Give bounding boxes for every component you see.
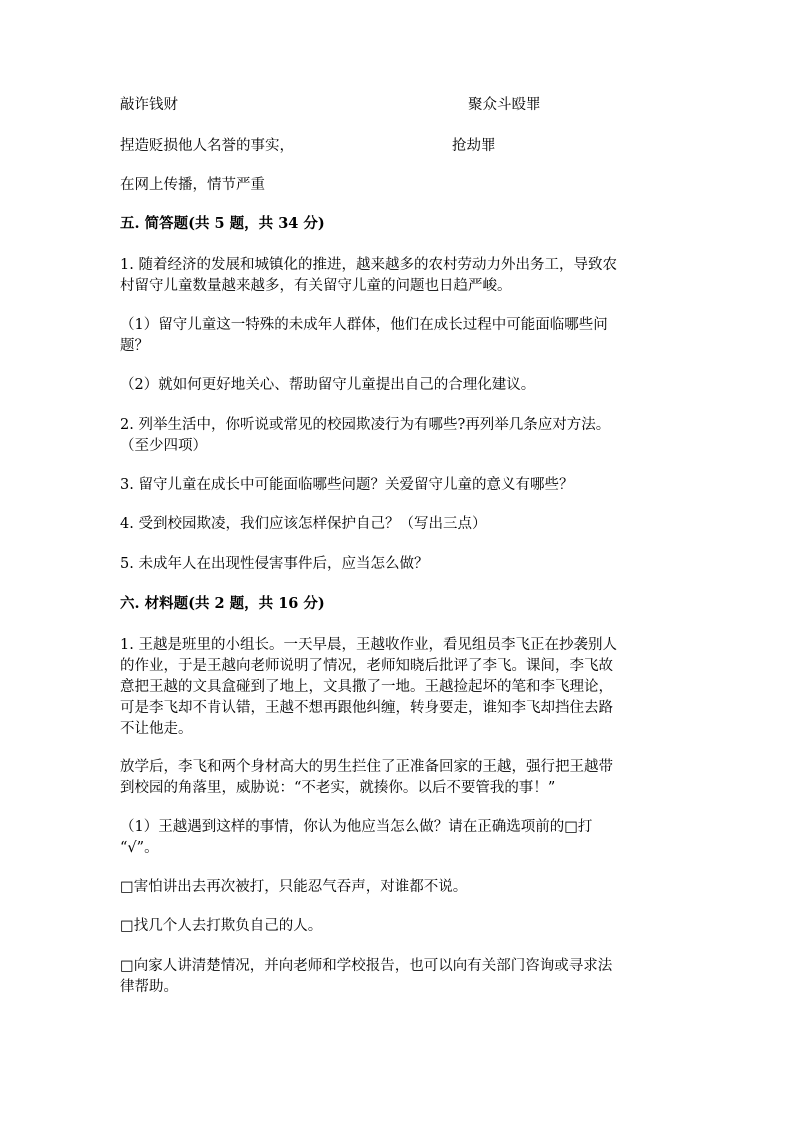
matching-row2-right: 抢劫罪	[452, 138, 496, 154]
s6-q1-option3-line2: 律帮助。	[120, 979, 178, 995]
matching-row1-right: 聚众斗殴罪	[468, 97, 541, 113]
s6-q1-p2-line1: 放学后，李飞和两个身材高大的男生拦住了正准备回家的王越，强行把王越带	[120, 759, 613, 775]
s5-q5: 5. 未成年人在出现性侵害事件后，应当怎么做？	[120, 556, 429, 572]
s5-q1-line2: 村留守儿童数量越来越多，有关留守儿童的问题也日趋严峻。	[120, 278, 512, 294]
s5-q3: 3. 留守儿童在成长中可能面临哪些问题？关爱留守儿童的意义有哪些？	[120, 477, 574, 493]
s5-q1-sub1-line2: 题？	[120, 338, 149, 354]
s6-q1-option2: □找几个人去打欺负自己的人。	[120, 918, 323, 934]
s6-q1-sub1-line1: （1）王越遇到这样的事情，你认为他应当怎么做？请在正确选项前的□打	[120, 819, 593, 835]
s5-q1-sub2: （2）就如何更好地关心、帮助留守儿童提出自己的合理化建议。	[120, 377, 536, 393]
s5-q1-sub1-line1: （1）留守儿童这一特殊的未成年人群体，他们在成长过程中可能面临哪些问	[120, 317, 608, 333]
s6-q1-p1-line3: 意把王越的文具盒碰到了地上，文具撒了一地。王越捡起坏的笔和李飞理论，	[120, 679, 613, 695]
s6-q1-p1-line5: 不让他走。	[120, 721, 193, 737]
s6-q1-p1-line4: 可是李飞却不肯认错，王越不想再跟他纠缠，转身要走，谁知李飞却挡住去路	[120, 700, 613, 716]
matching-row2-left: 捏造贬损他人名誉的事实，	[120, 138, 294, 154]
section6-heading: 六. 材料题(共 2 题，共 16 分)	[120, 595, 325, 612]
s6-q1-option1: □害怕讲出去再次被打，只能忍气吞声，对谁都不说。	[120, 879, 468, 895]
matching-row3-left: 在网上传播，情节严重	[120, 177, 265, 193]
section5-heading: 五. 简答题(共 5 题，共 34 分)	[120, 215, 325, 232]
s5-q2-line2: （至少四项）	[120, 438, 207, 454]
s5-q1-line1: 1. 随着经济的发展和城镇化的推进，越来越多的农村劳动力外出务工，导致农	[120, 257, 617, 273]
matching-row1-left: 敲诈钱财	[120, 97, 178, 113]
s6-q1-option3-line1: □向家人讲清楚情况，并向老师和学校报告，也可以向有关部门咨询或寻求法	[120, 958, 613, 974]
s5-q4: 4. 受到校园欺凌，我们应该怎样保护自己？（写出三点）	[120, 516, 487, 532]
s6-q1-p1-line1: 1. 王越是班里的小组长。一天早晨，王越收作业，看见组员李飞正在抄袭别人	[120, 637, 617, 653]
s6-q1-p1-line2: 的作业，于是王越向老师说明了情况，老师知晓后批评了李飞。课间，李飞故	[120, 658, 613, 674]
s5-q2-line1: 2. 列举生活中，你听说或常见的校园欺凌行为有哪些?再列举几条应对方法。	[120, 417, 611, 433]
s6-q1-sub1-line2: “√”。	[120, 840, 159, 856]
s6-q1-p2-line2: 到校园的角落里，威胁说：“不老实，就揍你。以后不要管我的事！”	[120, 780, 556, 796]
